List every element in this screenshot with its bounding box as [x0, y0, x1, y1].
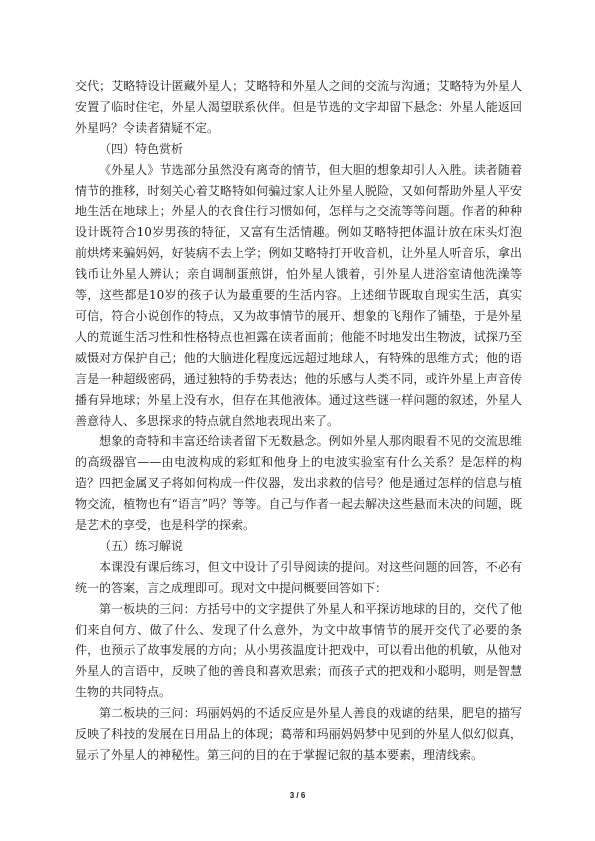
page-number: 3 / 6: [289, 791, 306, 800]
section-heading-features: （四）特色赏析: [99, 141, 184, 156]
paragraph-block-two: 第二板块的三问：玛丽妈妈的不适反应是外星人善良的戏谑的结果，肥皂的描写反映了科技的发展在日用品上的体现；葛蒂和玛丽妈妈梦中见到的外星人似幻似真，显示了外星人的神秘性。第三问的目的在于掌握记叙的基本要素，理清线索。: [75, 706, 522, 762]
paragraph-exercises-intro: 本课没有课后练习，但文中设计了引导阅读的提问。对这些问题的回答，不必有统一的答案，言之成理即可。现对文中提问概要回答如下：: [75, 559, 522, 595]
section-heading-exercises: （五）练习解说: [99, 538, 184, 553]
document-body: [75, 76, 522, 766]
paragraph-features-1: 《外星人》节选部分虽然没有离奇的情节，但大胆的想象却引人入胜。读者随着情节的推移，时刻关心着艾略特如何骗过家人让外星人脱险，又如何帮助外星人平安地生活在地球上；外星人的衣食住行习惯如何，怎样与之交流等等问题。作者的种种设计既符合10岁男孩的特征，又富有生活情趣。例如艾略特把体温计放在床头灯泡前烘烤来骗妈妈，好装病不去上学；例如艾略特打开收音机，让外星人听音乐，拿出钱币让外星人辨认；亲自调制蛋煎饼，怕外星人饿着，引外星人进浴室请他洗澡等等，这些都是10岁的孩子认为最重要的生活内容。上述细节既取自现实生活，真实可信，符合小说创作的特点，又为故事情节的展开、想象的飞翔作了铺垫，于是外星人的荒诞生活习性和性格特点也袒露在读者面前；他能不时地发出生物波，试探乃至威慑对方保护自己；他的大脑进化程度远远超过地球人，有特殊的思维方式；他的语言是一种超级密码，通过独特的手势表达；他的乐感与人类不同，或许外星上声音传播有异地球；外星上没有水，但存在其他液体。通过这些谜一样问题的叙述，外星人善意待人、多思探求的特点就自然地表现出来了。: [75, 162, 522, 428]
paragraph-features-2: 想象的奇特和丰富还给读者留下无数悬念。例如外星人那肉眼看不见的交流思维的高级器官——由电波构成的彩虹和他身上的电波实验室有什么关系？是怎样的构造？四把金属叉子将如何构成一件仪器，发出求救的信号？他是通过怎样的信息与植物交流，植物也有“语言”吗？等等。自己与作者一起去解决这些悬而未决的问题，既是艺术的享受，也是科学的探索。: [75, 434, 522, 533]
paragraph-continuation: 交代；艾略特设计匿藏外星人；艾略特和外星人之间的交流与沟通；艾略特为外星人安置了临时住宅，外星人渴望联系伙伴。但是节选的文字却留下悬念：外星人能返回外星吗？令读者猜疑不定。: [75, 79, 522, 135]
paragraph-block-one: 第一板块的三问：方括号中的文字提供了外星人和平探访地球的目的，交代了他们来自何方、做了什么、发现了什么意外，为文中故事情节的展开交代了必要的条件，也预示了故事发展的方向；从小男孩温度计把戏中，可以看出他的机敏，从他对外星人的言语中，反映了他的善良和喜欢思索；而孩子式的把戏和小聪明，则是智慧生物的共同特点。: [75, 601, 522, 700]
